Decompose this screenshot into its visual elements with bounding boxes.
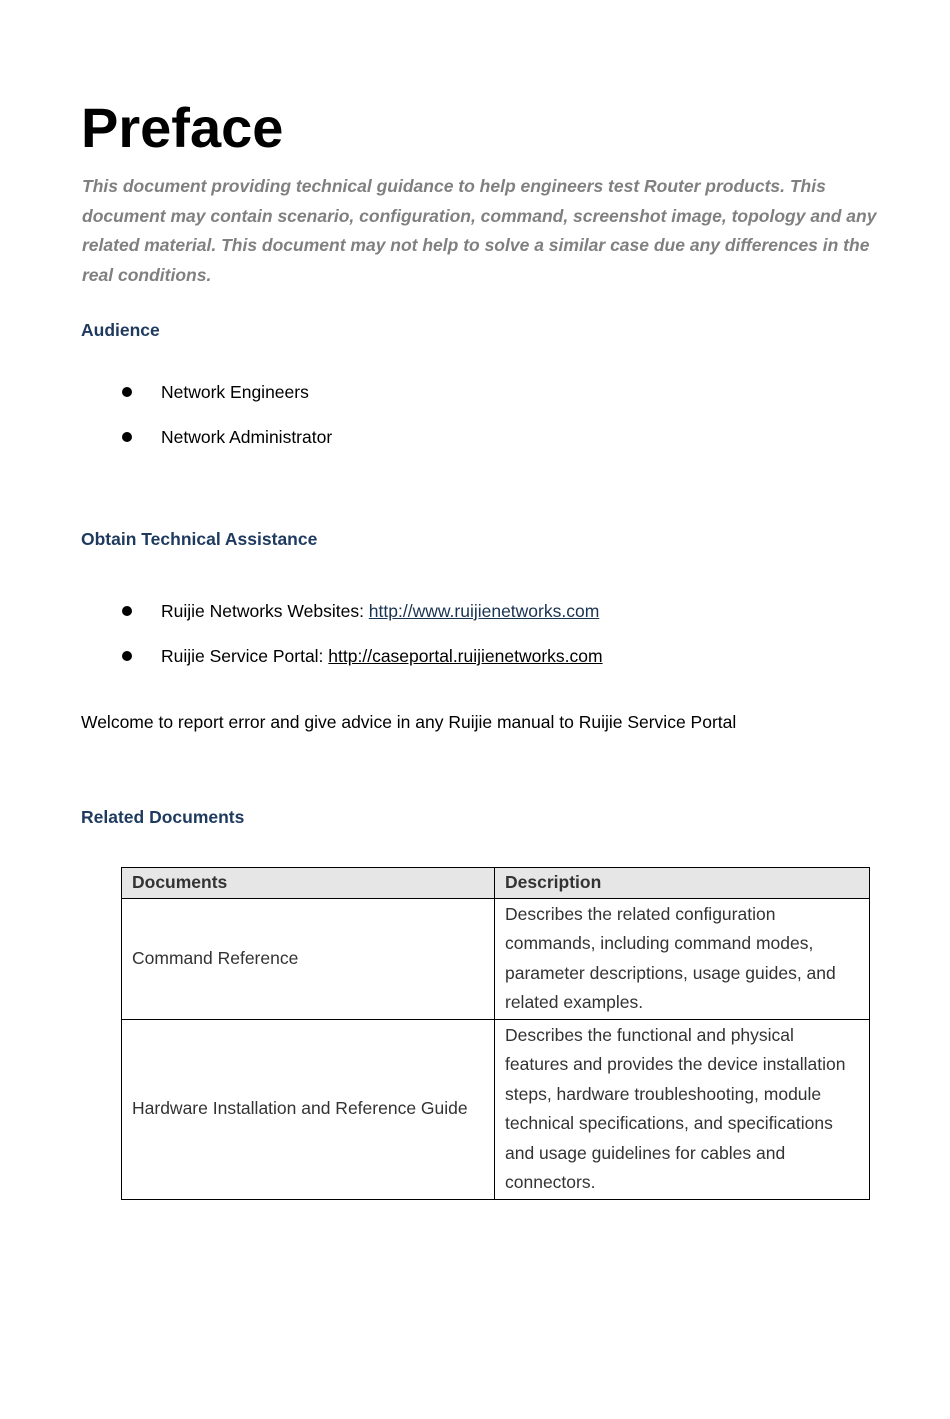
intro-paragraph: This document providing technical guidance to help engineers test Router products. This document may contain scenario, configuration, command, screenshot image, topology and any related material. This document may not help to solve a similar case due any differences in the real conditions. bbox=[82, 176, 877, 285]
portal-label: Ruijie Service Portal: bbox=[161, 646, 329, 666]
table-row bbox=[122, 1019, 870, 1199]
table-header-row bbox=[122, 868, 870, 899]
portal-link[interactable]: http://caseportal.ruijienetworks.com bbox=[328, 646, 603, 666]
page-title: Preface bbox=[81, 96, 284, 159]
bullet-icon bbox=[122, 606, 132, 616]
document-name-cell: Hardware Installation and Reference Guide bbox=[122, 1019, 495, 1199]
audience-item-label: Network Engineers bbox=[161, 382, 309, 402]
assistance-item-text bbox=[161, 599, 599, 623]
welcome-text: Welcome to report error and give advice in any Ruijie manual to Ruijie Service Portal bbox=[81, 712, 737, 732]
document-name-cell: Command Reference bbox=[122, 898, 495, 1019]
table-row bbox=[122, 898, 870, 1019]
column-header-documents: Documents bbox=[122, 868, 495, 899]
related-documents-heading: Related Documents bbox=[81, 807, 245, 827]
bullet-icon bbox=[122, 432, 132, 442]
assistance-item-text bbox=[161, 644, 603, 668]
assistance-heading: Obtain Technical Assistance bbox=[81, 529, 318, 549]
bullet-icon bbox=[122, 387, 132, 397]
document-description-cell: Describes the functional and physical features and provides the device installation steps, hardware troubleshooting, module technical specifications, and specifications and usage guidelines for cables and connectors. bbox=[495, 1019, 870, 1199]
websites-label: Ruijie Networks Websites: bbox=[161, 601, 369, 621]
audience-heading: Audience bbox=[81, 320, 160, 340]
document-description-cell: Describes the related configuration commands, including command modes, parameter descriptions, usage guides, and related examples. bbox=[495, 898, 870, 1019]
related-documents-table bbox=[121, 867, 870, 1200]
websites-link[interactable]: http://www.ruijienetworks.com bbox=[368, 601, 600, 621]
audience-item-label: Network Administrator bbox=[161, 427, 333, 447]
bullet-icon bbox=[122, 651, 132, 661]
column-header-description: Description bbox=[495, 868, 870, 899]
